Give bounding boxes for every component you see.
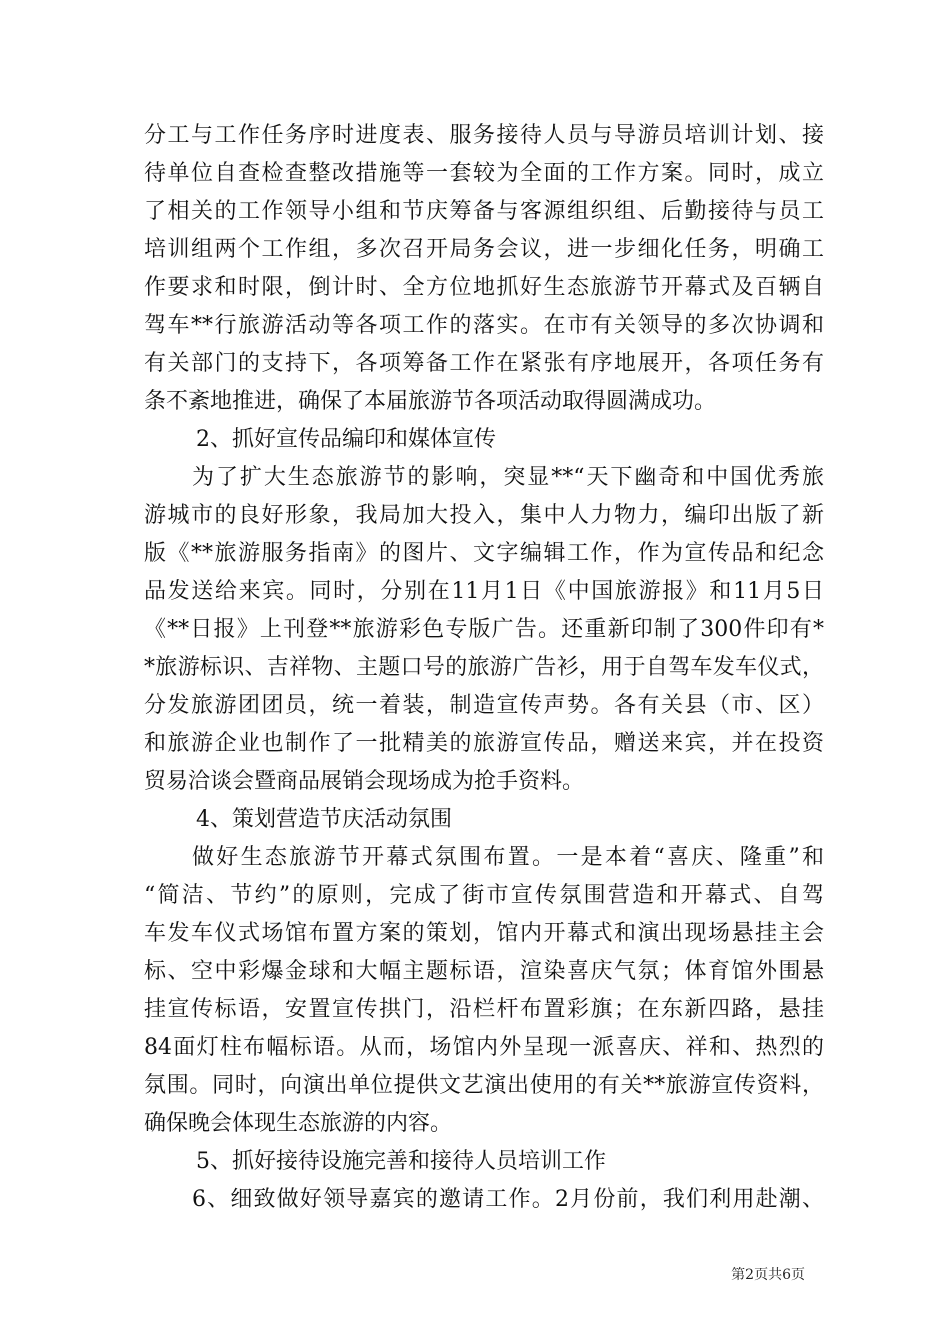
section-heading: 5、抓好接待设施完善和接待人员培训工作	[196, 1149, 606, 1174]
text-line: 挂宣传标语，安置宣传拱门，沿栏杆布置彩旗；在东新四路，悬挂	[144, 997, 824, 1022]
text-line: 作要求和时限，倒计时、全方位地抓好生态旅游节开幕式及百辆自	[144, 275, 824, 300]
text-line: 和旅游企业也制作了一批精美的旅游宣传品，赠送来宾，并在投资	[144, 731, 824, 756]
text-line: 了相关的工作领导小组和节庆筹备与客源组织组、后勤接待与员工	[144, 199, 824, 224]
document-body	[144, 117, 824, 1219]
text-line: 分工与工作任务序时进度表、服务接待人员与导游员培训计划、接	[144, 123, 824, 148]
text-line: 有关部门的支持下，各项筹备工作在紧张有序地展开，各项任务有	[144, 351, 824, 376]
page-number-footer: 第2页共6页	[731, 1267, 805, 1283]
text-line: 确保晚会体现生态旅游的内容。	[144, 1111, 453, 1136]
text-line: 分发旅游团团员，统一着装，制造宣传声势。各有关县（市、区）	[144, 693, 824, 718]
text-line: 84面灯柱布幅标语。从而，场馆内外呈现一派喜庆、祥和、热烈的	[144, 1035, 824, 1060]
text-line: 条不紊地推进，确保了本届旅游节各项活动取得圆满成功。	[144, 389, 717, 414]
text-line: 培训组两个工作组，多次召开局务会议，进一步细化任务，明确工	[144, 237, 824, 262]
text-line: 车发车仪式场馆布置方案的策划，馆内开幕式和演出现场悬挂主会	[144, 921, 824, 946]
text-line: 为了扩大生态旅游节的影响，突显**“天下幽奇和中国优秀旅	[192, 465, 824, 490]
text-line: 贸易洽谈会暨商品展销会现场成为抢手资料。	[144, 769, 585, 794]
text-line: 6、细致做好领导嘉宾的邀请工作。2月份前，我们利用赴潮、	[192, 1187, 824, 1212]
text-line: 品发送给来宾。同时，分别在11月1日《中国旅游报》和11月5日	[144, 579, 824, 604]
text-line: 驾车**行旅游活动等各项工作的落实。在市有关领导的多次协调和	[144, 313, 824, 338]
text-line: 版《**旅游服务指南》的图片、文字编辑工作，作为宣传品和纪念	[144, 541, 824, 566]
text-line: 标、空中彩爆金球和大幅主题标语，渲染喜庆气氛；体育馆外围悬	[144, 959, 824, 984]
text-line: *旅游标识、吉祥物、主题口号的旅游广告衫，用于自驾车发车仪式，	[144, 655, 824, 680]
text-line: 氛围。同时，向演出单位提供文艺演出使用的有关**旅游宣传资料，	[144, 1073, 824, 1098]
text-line: 游城市的良好形象，我局加大投入，集中人力物力，编印出版了新	[144, 503, 824, 528]
text-line: 《**日报》上刊登**旅游彩色专版广告。还重新印制了300件印有*	[144, 617, 824, 642]
text-line: 做好生态旅游节开幕式氛围布置。一是本着“喜庆、隆重”和	[192, 845, 824, 870]
text-line: “简洁、节约”的原则，完成了街市宣传氛围营造和开幕式、自驾	[144, 883, 824, 908]
section-heading: 2、抓好宣传品编印和媒体宣传	[196, 427, 496, 452]
text-line: 待单位自查检查整改措施等一套较为全面的工作方案。同时，成立	[144, 161, 824, 186]
section-heading: 4、策划营造节庆活动氛围	[196, 807, 452, 832]
